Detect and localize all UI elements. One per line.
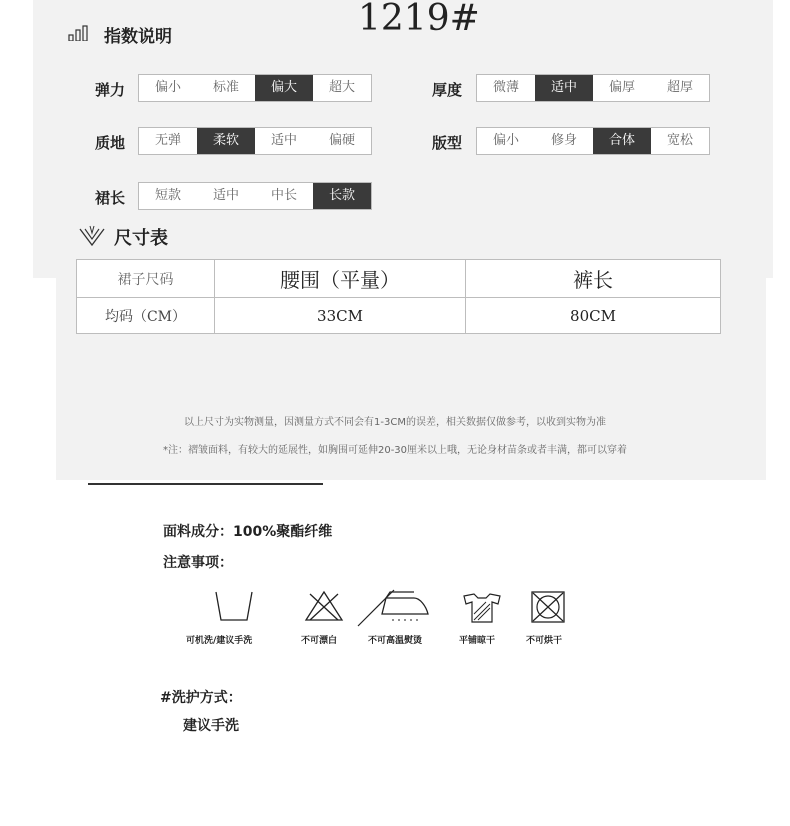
fit-label: 版型 (432, 134, 463, 152)
skirt-length-scale (138, 182, 372, 210)
scale-option: 偏大 (255, 75, 313, 101)
scale-option: 微薄 (492, 80, 519, 95)
size-chart-title: 尺寸表 (114, 228, 168, 249)
scale-option: 合体 (593, 128, 651, 154)
table-header-cell: 裤长 (466, 260, 721, 298)
index-title: 指数说明 (104, 27, 172, 47)
scale-option: 短款 (154, 188, 181, 203)
size-table (76, 259, 721, 334)
scale-option: 偏硬 (328, 133, 355, 148)
scale-option: 修身 (550, 133, 577, 148)
table-header-row (77, 260, 721, 298)
scale-option: 偏厚 (608, 80, 635, 95)
table-header-cell: 裙子尺码 (77, 260, 215, 298)
measurement-note: 以上尺寸为实物测量，因测量方式不同会有1-3CM的误差，相关数据仅做参考，以收到实物为准 (184, 417, 606, 428)
scale-option: 适中 (212, 188, 239, 203)
skirt-length-label: 裙长 (95, 189, 126, 207)
scale-option: 柔软 (197, 128, 255, 154)
table-cell: 均码（CM） (77, 298, 215, 334)
care-label: 不可漂白 (301, 636, 338, 646)
no-tumble-dry-icon (530, 590, 566, 624)
model-number: 1219# (358, 0, 480, 39)
thickness-label: 厚度 (432, 81, 463, 99)
hand-wash-icon (213, 590, 255, 622)
fit-scale (476, 127, 710, 155)
texture-label: 质地 (95, 134, 126, 152)
stretch-note: *注：褶皱面料，有较大的延展性，如胸围可延伸20-30厘米以上哦，无论身材苗条或者丰满，都可以穿着 (162, 445, 628, 456)
scale-option: 适中 (270, 133, 297, 148)
scale-option: 无弹 (154, 133, 181, 148)
care-label: 平铺晾干 (459, 636, 496, 646)
divider (88, 483, 323, 485)
table-cell: 33CM (215, 298, 466, 334)
attention-title: 注意事项： (163, 555, 233, 571)
washing-method-text: 建议手洗 (183, 718, 239, 734)
care-label: 不可高温熨烫 (368, 636, 423, 646)
washing-method-title: #洗护方式： (160, 690, 242, 706)
diamond-icon (78, 225, 106, 247)
fabric-composition: 面料成分：100%聚酯纤维 (163, 524, 333, 540)
scale-option: 适中 (535, 75, 593, 101)
texture-scale (138, 127, 372, 155)
elasticity-scale (138, 74, 372, 102)
scale-option: 中长 (270, 188, 297, 203)
scale-option: 超厚 (666, 80, 693, 95)
table-row (77, 298, 721, 334)
scale-option: 偏小 (154, 80, 181, 95)
no-high-temp-iron-icon (356, 588, 446, 628)
table-cell: 80CM (466, 298, 721, 334)
scale-option: 超大 (328, 80, 355, 95)
table-header-cell: 腰围（平量） (215, 260, 466, 298)
dry-flat-icon (462, 592, 502, 624)
care-label: 不可烘干 (526, 636, 563, 646)
care-label: 可机洗/建议手洗 (186, 636, 253, 646)
scale-option: 偏小 (492, 133, 519, 148)
thickness-scale (476, 74, 710, 102)
bar-chart-icon (68, 25, 90, 41)
scale-option: 长款 (313, 183, 371, 209)
elasticity-label: 弹力 (95, 81, 126, 99)
no-bleach-icon (304, 590, 344, 622)
scale-option: 宽松 (666, 133, 693, 148)
scale-option: 标准 (212, 80, 239, 95)
